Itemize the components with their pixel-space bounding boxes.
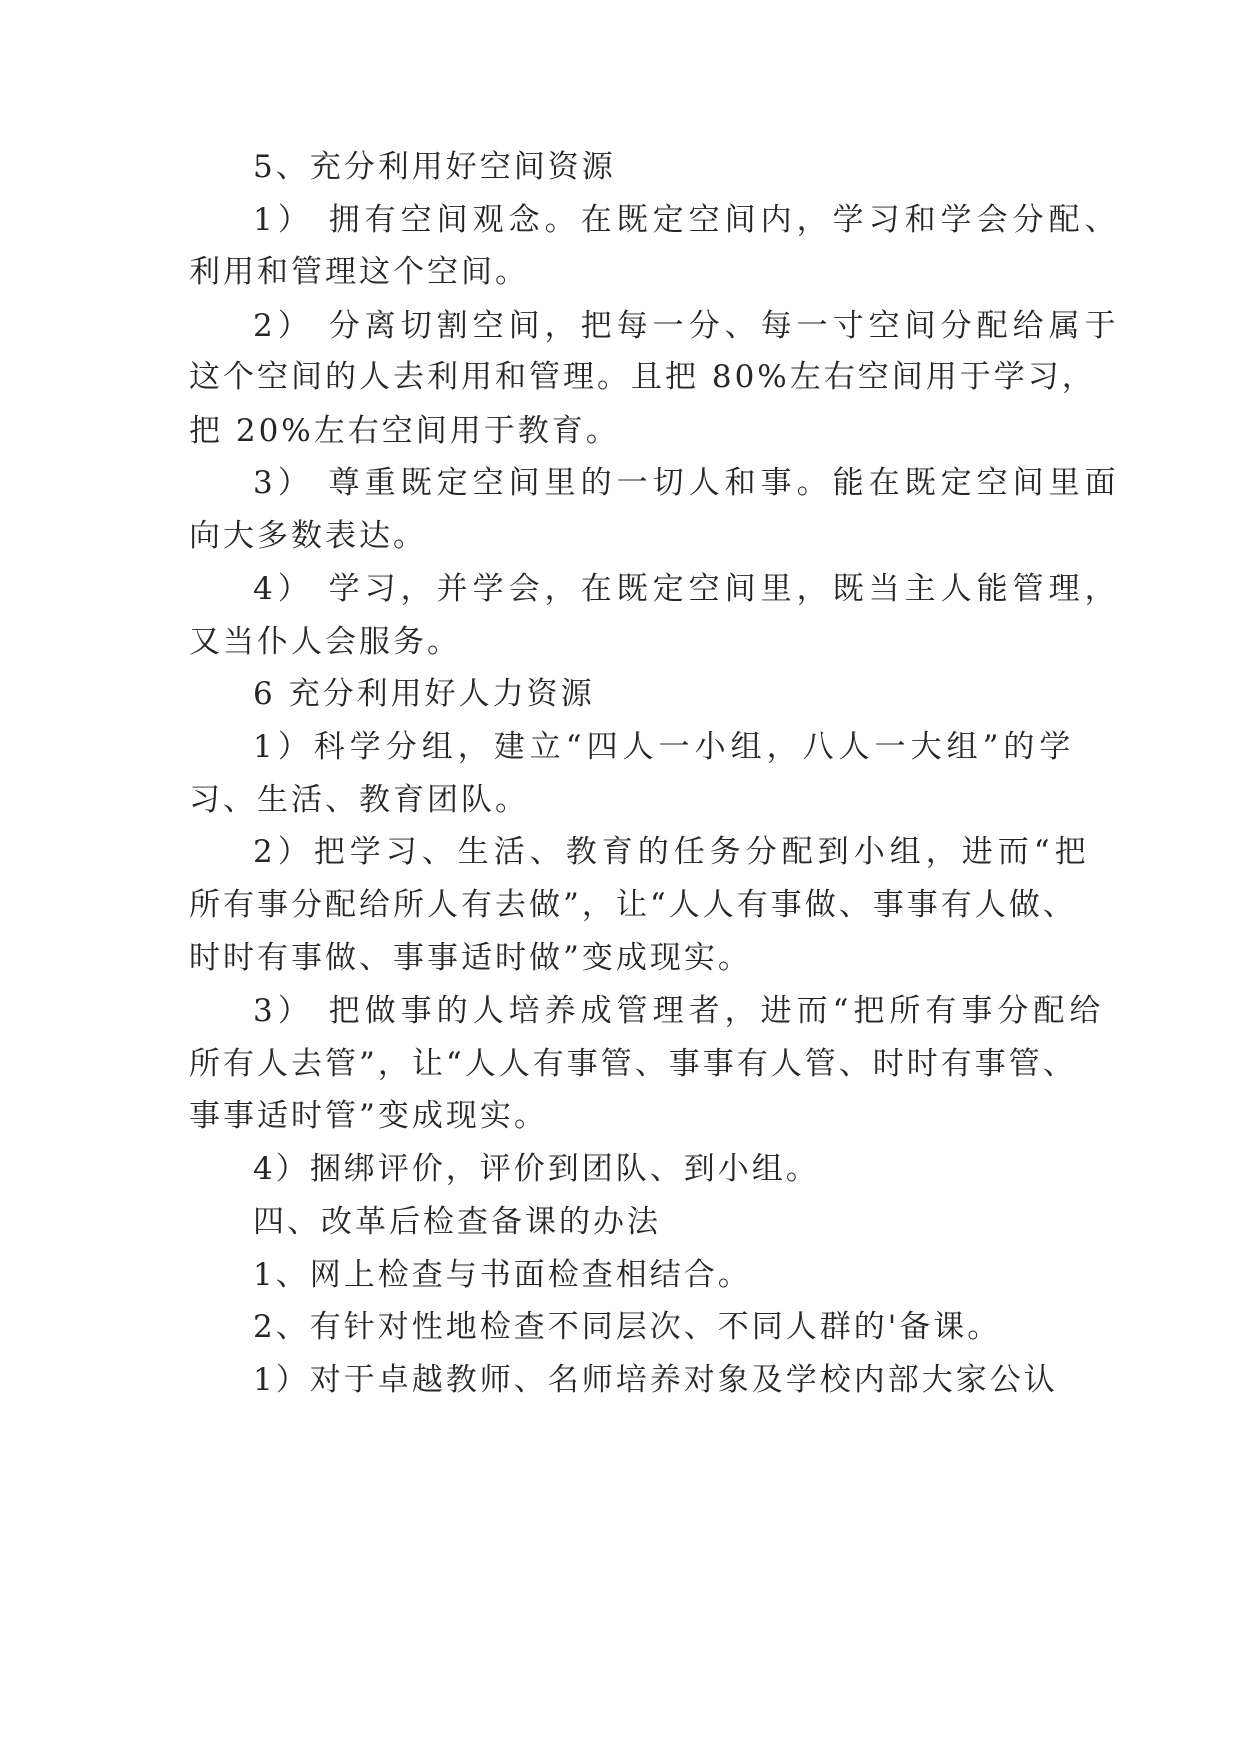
paragraph-line: 把 20%左右空间用于教育。 xyxy=(189,413,620,449)
paragraph-line: 3） 尊重既定空间里的一切人和事。能在既定空间里面 xyxy=(253,465,1121,501)
paragraph-line: 又当仆人会服务。 xyxy=(189,624,461,660)
paragraph-line: 1）科学分组，建立“四人一小组，八人一大组”的学 xyxy=(253,729,1076,765)
paragraph-line: 2）把学习、生活、教育的任务分配到小组，进而“把 xyxy=(253,834,1091,870)
paragraph-line: 利用和管理这个空间。 xyxy=(189,254,529,290)
section-heading-lesson-check: 四、改革后检查备课的办法 xyxy=(253,1204,661,1240)
paragraph-line: 3） 把做事的人培养成管理者，进而“把所有事分配给 xyxy=(253,993,1106,1029)
section-heading-space-resources: 5、充分利用好空间资源 xyxy=(253,149,616,185)
paragraph-line: 所有事分配给所人有去做”，让“人人有事做、事事有人做、 xyxy=(189,887,1077,923)
paragraph-line: 1） 拥有空间观念。在既定空间内，学习和学会分配、 xyxy=(253,202,1121,238)
paragraph-line: 4）捆绑评价，评价到团队、到小组。 xyxy=(253,1151,820,1187)
paragraph-line: 向大多数表达。 xyxy=(189,518,427,554)
paragraph-line: 4） 学习，并学会，在既定空间里，既当主人能管理， xyxy=(253,571,1121,607)
paragraph-line: 这个空间的人去利用和管理。且把 80%左右空间用于学习， xyxy=(189,359,1096,395)
paragraph-line: 1）对于卓越教师、名师培养对象及学校内部大家公认 xyxy=(253,1362,1058,1398)
paragraph-line: 2、有针对性地检查不同层次、不同人群的'备课。 xyxy=(253,1309,1002,1345)
paragraph-line: 事事适时管”变成现实。 xyxy=(189,1098,548,1134)
section-heading-human-resources: 6 充分利用好人力资源 xyxy=(253,676,595,712)
paragraph-line: 2） 分离切割空间，把每一分、每一寸空间分配给属于 xyxy=(253,308,1121,344)
paragraph-line: 习、生活、教育团队。 xyxy=(189,782,529,818)
paragraph-line: 时时有事做、事事适时做”变成现实。 xyxy=(189,940,752,976)
paragraph-line: 所有人去管”，让“人人有事管、事事有人管、时时有事管、 xyxy=(189,1046,1077,1082)
paragraph-line: 1、网上检查与书面检查相结合。 xyxy=(253,1257,752,1293)
